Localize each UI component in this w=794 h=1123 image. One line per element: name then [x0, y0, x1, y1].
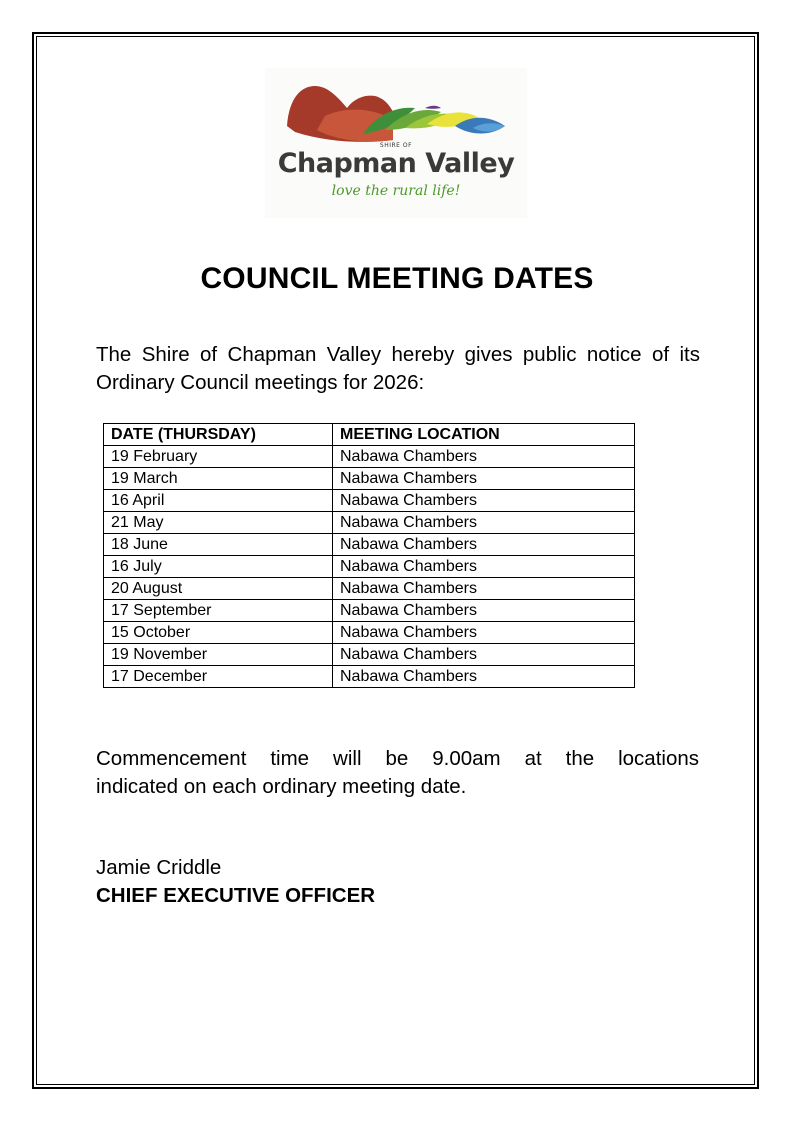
meeting-date: 19 February — [104, 446, 333, 468]
logo-shire-of-text: SHIRE OF — [379, 142, 413, 149]
column-header-date: DATE (THURSDAY) — [104, 424, 333, 446]
table-row — [104, 446, 635, 468]
signer-name: Jamie Criddle — [96, 856, 222, 879]
column-header-location: MEETING LOCATION — [333, 424, 635, 446]
meeting-location: Nabawa Chambers — [333, 468, 635, 490]
meeting-date: 17 September — [104, 600, 333, 622]
meeting-location: Nabawa Chambers — [333, 556, 635, 578]
meeting-location: Nabawa Chambers — [333, 622, 635, 644]
page-title: COUNCIL MEETING DATES — [200, 262, 594, 295]
table-row — [104, 490, 635, 512]
table-row — [104, 622, 635, 644]
table-row — [104, 512, 635, 534]
table-row — [104, 644, 635, 666]
table-row — [104, 534, 635, 556]
meeting-location: Nabawa Chambers — [333, 600, 635, 622]
meeting-location: Nabawa Chambers — [333, 578, 635, 600]
commencement-paragraph — [96, 745, 699, 801]
meeting-location: Nabawa Chambers — [333, 446, 635, 468]
shire-logo — [265, 68, 527, 218]
meeting-location: Nabawa Chambers — [333, 534, 635, 556]
meeting-date: 16 April — [104, 490, 333, 512]
commencement-line-1: Commencement time will be 9.00am at the locations — [96, 747, 699, 770]
commencement-line-2: indicated on each ordinary meeting date. — [96, 775, 467, 798]
logo-shire-name: Chapman Valley — [277, 148, 515, 179]
meeting-date: 15 October — [104, 622, 333, 644]
meeting-date: 19 November — [104, 644, 333, 666]
intro-paragraph: The Shire of Chapman Valley hereby gives public notice of its Ordinary Council meetings for 2026: — [96, 343, 700, 394]
meeting-dates-table — [103, 423, 635, 688]
logo-landscape-graphic — [265, 68, 527, 148]
table-row — [104, 468, 635, 490]
meeting-date: 17 December — [104, 666, 333, 688]
meeting-location: Nabawa Chambers — [333, 512, 635, 534]
signer-title: CHIEF EXECUTIVE OFFICER — [96, 884, 376, 907]
meeting-location: Nabawa Chambers — [333, 490, 635, 512]
meeting-location: Nabawa Chambers — [333, 666, 635, 688]
table-row — [104, 666, 635, 688]
table-row — [104, 600, 635, 622]
table-row — [104, 578, 635, 600]
meeting-location: Nabawa Chambers — [333, 644, 635, 666]
meeting-date: 21 May — [104, 512, 333, 534]
table-header-row — [104, 424, 635, 446]
meeting-date: 19 March — [104, 468, 333, 490]
meeting-date: 18 June — [104, 534, 333, 556]
logo-tagline: love the rural life! — [331, 183, 461, 199]
meeting-date: 16 July — [104, 556, 333, 578]
table-row — [104, 556, 635, 578]
meeting-date: 20 August — [104, 578, 333, 600]
